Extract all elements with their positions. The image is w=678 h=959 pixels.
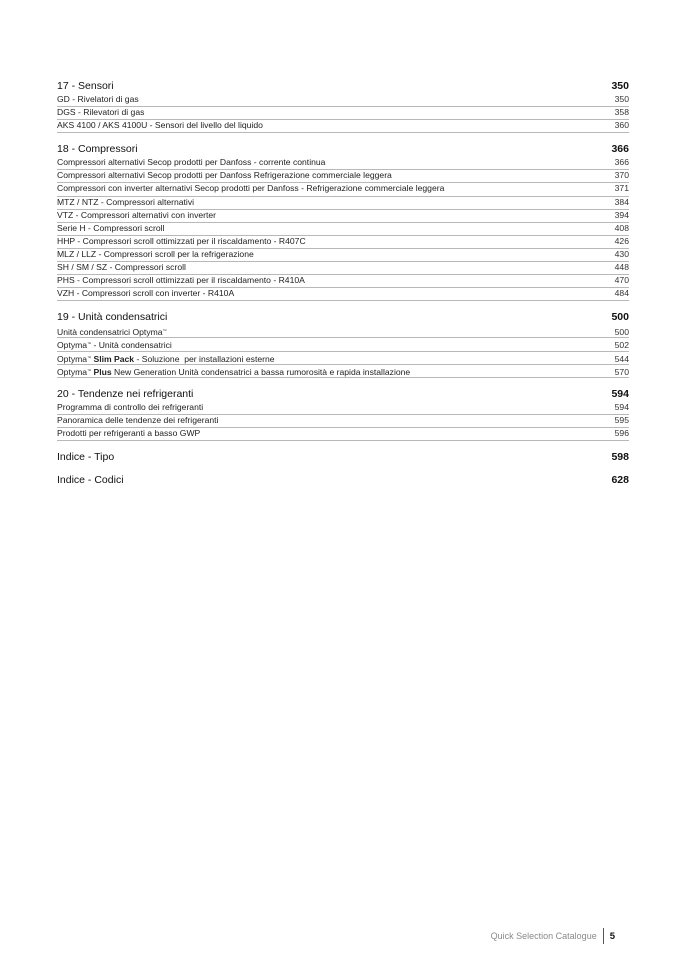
- toc-entry[interactable]: [57, 288, 629, 301]
- index-codici[interactable]: [57, 474, 629, 487]
- entry-page: 448: [614, 262, 629, 273]
- entry-page: 595: [614, 414, 629, 425]
- index-title: Indice - Codici: [57, 473, 124, 486]
- entry-title-brand: Optyma: [57, 366, 88, 377]
- toc-entry[interactable]: [57, 210, 629, 223]
- page-number: 5: [609, 930, 615, 942]
- toc-entry[interactable]: [57, 120, 629, 133]
- toc-entry[interactable]: [57, 197, 629, 210]
- entry-title: HHP - Compressori scroll ottimizzati per il riscaldamento - R407C: [57, 235, 306, 246]
- toc-entry[interactable]: [57, 170, 629, 183]
- trademark-mark: ™: [87, 367, 92, 373]
- entry-page: 544: [614, 353, 629, 364]
- section-page: 350: [611, 80, 629, 92]
- toc-entry[interactable]: [57, 275, 629, 288]
- entry-page: 594: [614, 401, 629, 412]
- entry-title-brand: Optyma: [57, 340, 88, 351]
- toc-entry[interactable]: [57, 107, 629, 120]
- entry-title-text: Unità condensatrici Optyma: [57, 327, 163, 338]
- section-header[interactable]: [57, 311, 629, 324]
- entry-page: 408: [614, 222, 629, 233]
- entry-page: 500: [614, 327, 629, 338]
- entry-title-text: - Unità condensatrici: [91, 340, 172, 351]
- entry-title: VTZ - Compressori alternativi con inverter: [57, 209, 217, 220]
- table-of-contents: [57, 80, 629, 497]
- entry-title: MTZ / NTZ - Compressori alternativi: [57, 196, 195, 207]
- toc-entry[interactable]: [57, 262, 629, 275]
- trademark-mark: ™: [87, 341, 92, 347]
- entry-title-brand: Optyma: [57, 353, 88, 364]
- entry-page: 502: [614, 340, 629, 351]
- section-header[interactable]: [57, 388, 629, 401]
- entry-title-text: New Generation Unità condensatrici a bassa rumorosità e rapida installazione: [111, 366, 411, 377]
- entry-page: 426: [614, 235, 629, 246]
- entry-page: 371: [614, 183, 629, 194]
- entry-title: [57, 325, 167, 338]
- index-title: Indice - Tipo: [57, 450, 115, 463]
- toc-entry[interactable]: [57, 94, 629, 107]
- page-footer: [491, 929, 615, 943]
- entry-title: Prodotti per refrigeranti a basso GWP: [57, 427, 201, 438]
- toc-entry[interactable]: [57, 325, 629, 338]
- entry-title: AKS 4100 / AKS 4100U - Sensori del livello del liquido: [57, 120, 263, 131]
- toc-entry[interactable]: [57, 157, 629, 170]
- entry-page: 430: [614, 248, 629, 259]
- toc-entry[interactable]: [57, 415, 629, 428]
- section-page: 500: [611, 311, 629, 324]
- toc-entry[interactable]: [57, 249, 629, 262]
- entry-title-bold: Slim Pack: [93, 353, 135, 364]
- section-header[interactable]: [57, 80, 629, 93]
- entry-title-bold: Plus: [93, 366, 112, 377]
- section-17-sensori: [57, 80, 629, 133]
- catalogue-name: Quick Selection Catalogue: [490, 931, 597, 941]
- entry-title: PHS - Compressori scroll ottimizzati per il riscaldamento - R410A: [57, 275, 305, 286]
- entry-title: DGS - Rilevatori di gas: [57, 107, 145, 118]
- entry-title-text: - Soluzione per installazioni esterne: [134, 353, 275, 364]
- entry-title: Programma di controllo dei refrigeranti: [57, 401, 204, 412]
- trademark-mark: ™: [162, 328, 167, 334]
- entry-title: Compressori alternativi Secop prodotti per Danfoss - corrente continua: [57, 157, 326, 168]
- toc-entry[interactable]: [57, 402, 629, 415]
- index-page: 598: [611, 450, 629, 463]
- section-20-tendenze-refrigeranti: [57, 388, 629, 441]
- section-page: 366: [611, 143, 629, 156]
- toc-entry[interactable]: [57, 223, 629, 236]
- entry-title: [57, 338, 172, 351]
- entry-title: SH / SM / SZ - Compressori scroll: [57, 262, 186, 273]
- entry-page: 570: [614, 366, 629, 377]
- section-title: 18 - Compressori: [57, 143, 138, 156]
- entry-page: 484: [614, 288, 629, 299]
- index-tipo[interactable]: [57, 451, 629, 464]
- entry-title: [57, 365, 410, 378]
- entry-title: Serie H - Compressori scroll: [57, 222, 165, 233]
- entry-page: 384: [614, 196, 629, 207]
- entry-page: 366: [614, 157, 629, 168]
- toc-entry[interactable]: [57, 365, 629, 378]
- entry-title: MLZ / LLZ - Compressori scroll per la refrigerazione: [57, 248, 254, 259]
- section-title: 19 - Unità condensatrici: [57, 311, 168, 324]
- index-page: 628: [611, 473, 629, 486]
- toc-entry[interactable]: [57, 428, 629, 441]
- entry-title: Panoramica delle tendenze dei refrigeranti: [57, 414, 219, 425]
- entry-page: 394: [614, 209, 629, 220]
- entry-page: 360: [614, 120, 629, 131]
- entry-page: 350: [614, 94, 629, 104]
- section-title: 17 - Sensori: [57, 80, 114, 92]
- toc-entry[interactable]: [57, 183, 629, 196]
- entry-page: 358: [614, 107, 629, 118]
- toc-entry[interactable]: [57, 236, 629, 249]
- entry-page: 596: [614, 427, 629, 438]
- toc-entry[interactable]: [57, 352, 629, 365]
- footer-divider: [603, 928, 604, 944]
- toc-entry[interactable]: [57, 338, 629, 351]
- entry-page: 470: [614, 275, 629, 286]
- entry-title: [57, 352, 275, 365]
- entry-title: VZH - Compressori scroll con inverter - R410A: [57, 288, 235, 299]
- entry-title: GD - Rivelatori di gas: [57, 94, 139, 104]
- entry-title: Compressori con inverter alternativi Secop prodotti per Danfoss - Refrigerazione commerciale leggera: [57, 183, 445, 194]
- entry-title: Compressori alternativi Secop prodotti per Danfoss Refrigerazione commerciale leggera: [57, 170, 392, 181]
- section-title: 20 - Tendenze nei refrigeranti: [57, 387, 194, 400]
- entry-page: 370: [614, 170, 629, 181]
- section-page: 594: [611, 387, 629, 400]
- section-18-compressori: [57, 143, 629, 301]
- section-19-unita-condensatrici: [57, 311, 629, 377]
- section-header[interactable]: [57, 143, 629, 156]
- trademark-mark: ™: [87, 354, 92, 360]
